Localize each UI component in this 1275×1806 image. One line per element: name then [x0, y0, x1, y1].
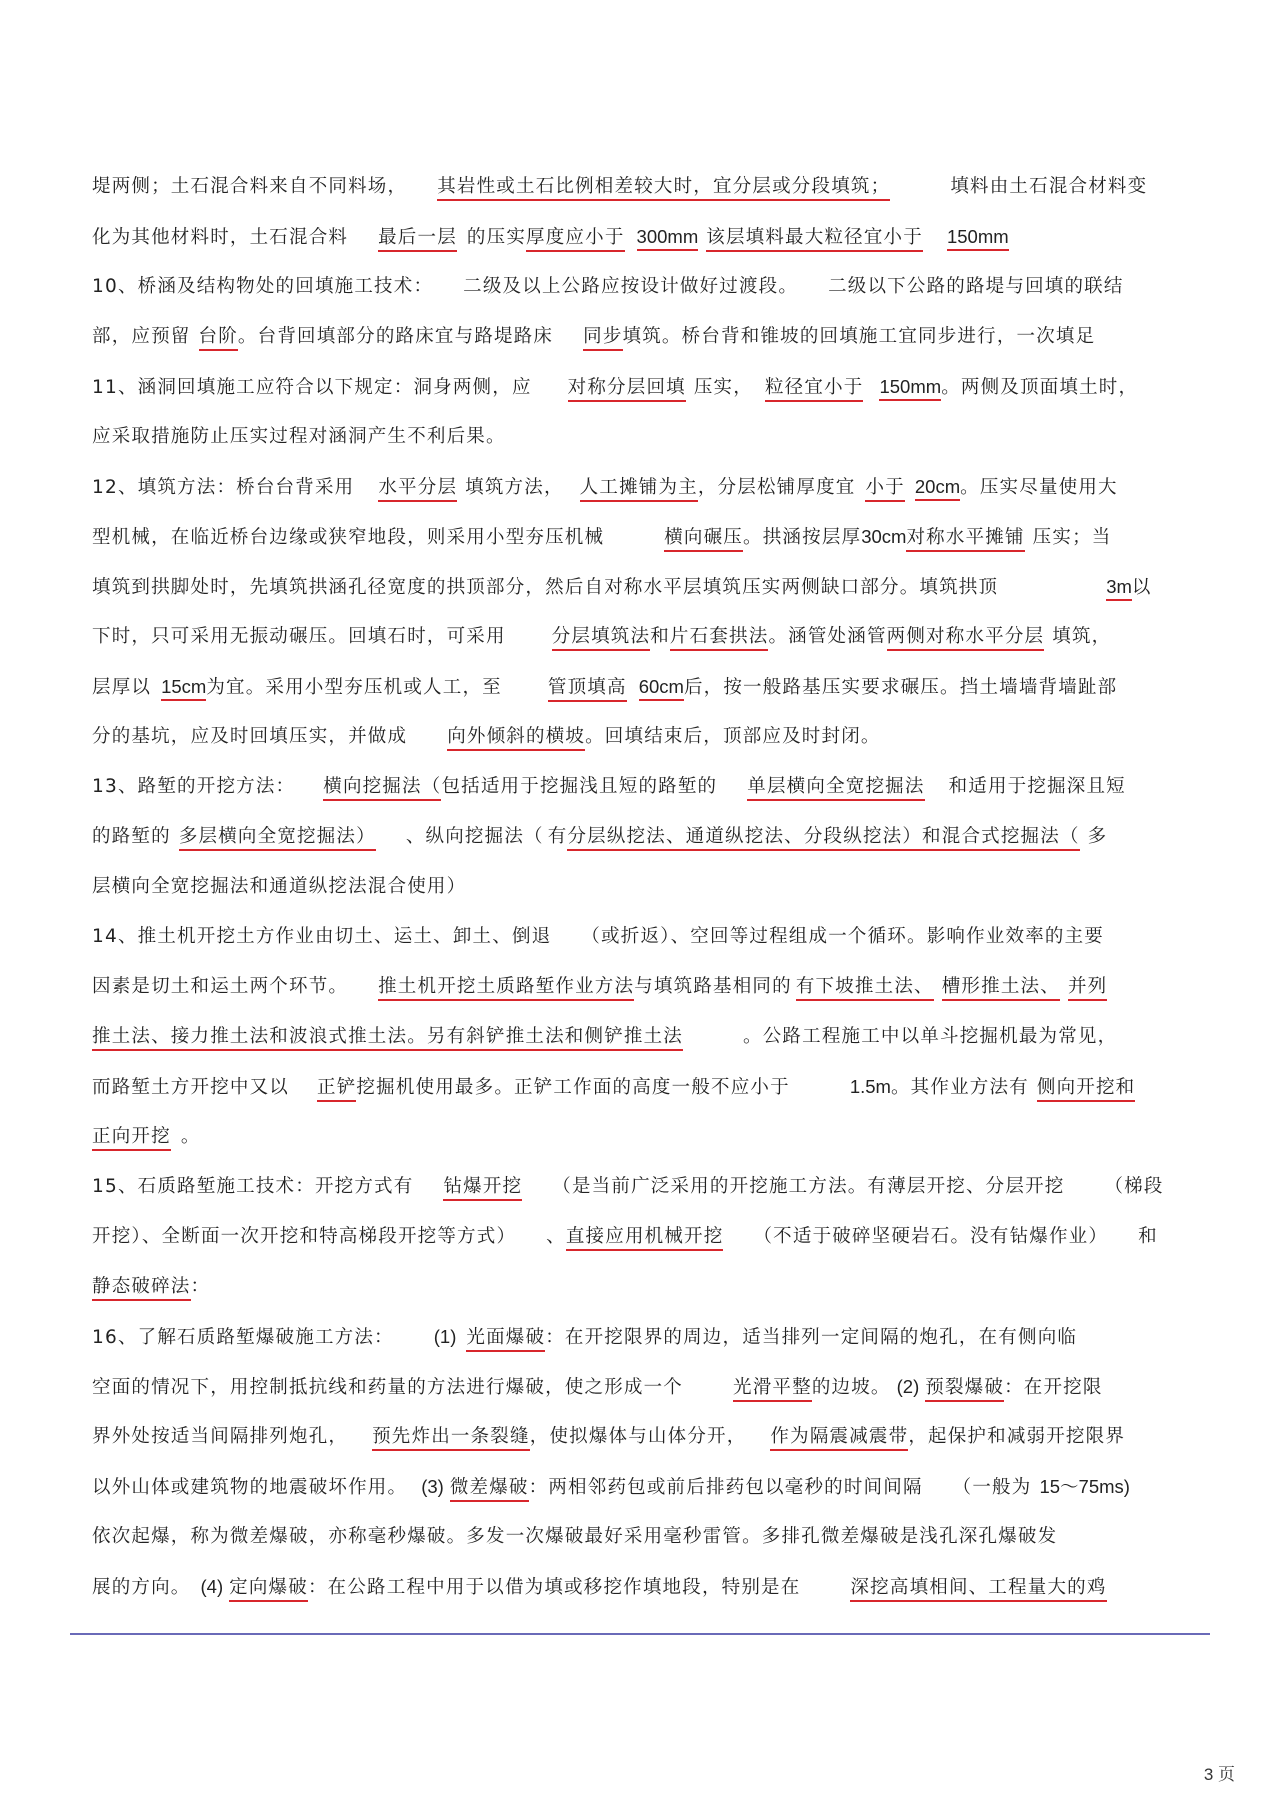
text-run: ，分层松铺厚度宜 [697, 477, 856, 498]
text-run: (3) [421, 1476, 444, 1497]
text-run: ：在开挖限 [1004, 1377, 1103, 1398]
page-number: 3 页 [1203, 1765, 1235, 1784]
text-run: 与填筑路基相同的 [634, 976, 792, 997]
text-run: 30cm [861, 526, 907, 547]
text-run: 开挖）、全断面一次开挖和特高梯段开挖等方式） [92, 1226, 517, 1247]
text-run: 而路堑土方开挖中又以 [92, 1077, 290, 1098]
text-run: 10、桥涵及结构物处的回填施工技术： [92, 276, 434, 297]
text-line [92, 1422, 1215, 1462]
underlined-answer: 直接应用机械开挖 [566, 1226, 724, 1251]
text-line [92, 722, 1215, 762]
underlined-answer: 3m [1106, 576, 1132, 601]
text-line [92, 922, 1215, 962]
underlined-answer: 光面爆破 [466, 1327, 545, 1352]
text-run: 。压实尽量使用大 [960, 477, 1118, 498]
text-run: 。公路工程施工中以单斗挖掘机最为常见， [743, 1026, 1118, 1047]
underlined-answer: 该层填料最大粒径宜小于 [706, 227, 923, 252]
text-run: 挖掘机使用最多。正铲工作面的高度一般不应小于 [356, 1077, 790, 1098]
text-run: 填筑， [1052, 626, 1112, 647]
underlined-answer: 150mm [879, 376, 941, 401]
underlined-answer: 静态破碎法 [92, 1276, 191, 1301]
text-line [92, 1372, 1215, 1412]
text-run: 填筑。桥台背和锥坡的回填施工宜同步进行，一次填足 [622, 326, 1096, 347]
text-run: 空面的情况下，用控制抵抗线和药量的方法进行爆破，使之形成一个 [92, 1377, 684, 1398]
text-line [92, 1222, 1215, 1262]
underlined-answer: 分层纵挖法、通道纵挖法、分段纵挖法）和混合式挖掘法（ [567, 826, 1079, 851]
underlined-answer: 多层横向全宽挖掘法） [179, 826, 376, 851]
text-run: 、 [546, 1226, 566, 1247]
text-line [92, 822, 1215, 862]
text-run: 。其作业方法有 [890, 1077, 1029, 1098]
underlined-answer: 横向碾压 [664, 527, 743, 552]
text-line [92, 1322, 1215, 1362]
page-bottom-rule [70, 1633, 1210, 1635]
underlined-answer: 有下坡推土法、 [796, 976, 934, 1001]
text-run: 堤两侧；土石混合料来自不同料场， [92, 176, 408, 197]
text-run: 包括适用于挖掘浅且短的路堑的 [441, 776, 718, 797]
text-run: 。台背回填部分的路床宜与路堤路床 [237, 326, 554, 347]
text-run: (4) [200, 1576, 224, 1597]
text-line [92, 322, 1215, 362]
text-line [92, 1072, 1215, 1112]
text-run: 有 [547, 826, 568, 847]
underlined-answer: 60cm [639, 676, 684, 701]
text-run: 12、填筑方法：桥台台背采用 [92, 477, 355, 498]
text-run: （或折返）、空回等过程组成一个循环。影响作业效率的主要 [581, 926, 1104, 947]
underlined-answer: 15cm [161, 676, 206, 701]
text-run: 应采取措施防止压实过程对涵洞产生不利后果。 [92, 426, 506, 447]
text-line [92, 272, 1215, 312]
text-run: 型机械，在临近桥台边缘或狭窄地段，则采用小型夯压机械 [92, 527, 605, 548]
underlined-answer: 深挖高填相间、工程量大的鸡 [850, 1577, 1106, 1602]
text-run: 层厚以 [92, 677, 152, 698]
text-run: 。两侧及顶面填土时， [941, 377, 1139, 398]
text-run: 后，按一般路基压实要求碾压。挡土墙墙背墙趾部 [683, 677, 1118, 698]
text-line [92, 872, 1215, 912]
underlined-answer: 预先炸出一条裂缝 [372, 1426, 530, 1451]
text-run: ，起保护和减弱开挖限界 [908, 1426, 1126, 1447]
text-run: 1.5m [849, 1076, 891, 1097]
text-run: 二级以下公路的路堤与回填的联结 [828, 276, 1124, 297]
underlined-answer: 微差爆破 [450, 1477, 529, 1502]
text-run: 多 [1087, 826, 1108, 847]
underlined-answer: 对称水平摊铺 [906, 527, 1024, 552]
underlined-answer: 槽形推土法、 [942, 976, 1060, 1001]
underlined-answer: 正向开挖 [92, 1126, 171, 1151]
text-run: 15、石质路堑施工技术：开挖方式有 [92, 1176, 414, 1197]
text-line [92, 1022, 1215, 1062]
text-run: 和 [650, 626, 670, 647]
text-run: 填筑到拱脚处时，先填筑拱涵孔径宽度的拱顶部分，然后自对称水平层填筑压实两侧缺口部分。填筑拱顶 [92, 577, 999, 598]
underlined-answer: 定向爆破 [229, 1577, 308, 1602]
underlined-answer: 侧向开挖和 [1037, 1077, 1136, 1102]
text-run: ：在开挖限界的周边，适当排列一定间隔的炮孔，在有侧向临 [545, 1327, 1078, 1348]
underlined-answer: 同步 [583, 326, 622, 351]
underlined-answer: 最后一层 [378, 227, 457, 252]
text-line [92, 1522, 1215, 1562]
underlined-answer: 正铲 [317, 1077, 356, 1102]
text-run: 。涵管处涵管 [768, 626, 887, 647]
text-run: 。回填结束后，顶部应及时封闭。 [585, 726, 881, 747]
text-run: ： [190, 1276, 211, 1297]
text-run: 化为其他材料时，土石混合料 [92, 227, 349, 248]
underlined-answer: 150mm [947, 226, 1009, 251]
text-run: （梯段 [1104, 1176, 1164, 1197]
underlined-answer: 钻爆开挖 [443, 1176, 522, 1201]
underlined-answer: 推土机开挖土质路堑作业方法 [378, 976, 634, 1001]
text-line [92, 972, 1215, 1012]
text-run: 。拱涵按层厚 [743, 527, 862, 548]
underlined-answer: 单层横向全宽挖掘法 [747, 776, 924, 801]
text-run: 依次起爆，称为微差爆破，亦称毫秒爆破。多发一次爆破最好采用毫秒雷管。多排孔微差爆破是浅孔深孔爆破发 [92, 1526, 1058, 1547]
text-run: 以 [1131, 577, 1152, 598]
text-line [92, 172, 1215, 212]
text-line [92, 1122, 1215, 1162]
underlined-answer: 向外倾斜的横坡 [447, 726, 585, 751]
text-run: 和适用于挖掘深且短 [948, 776, 1126, 797]
text-line [92, 672, 1215, 712]
underlined-answer: 管顶填高 [548, 677, 627, 702]
text-run: 的路堑的 [92, 826, 171, 847]
text-run: 压实， [693, 377, 753, 398]
underlined-answer: 水平分层 [378, 477, 457, 502]
text-line [92, 422, 1215, 462]
text-run: 。 [180, 1126, 201, 1147]
text-run: ，使拟爆体与山体分开， [529, 1426, 747, 1447]
underlined-answer: 300mm [637, 226, 699, 251]
underlined-answer: 其岩性或土石比例相差较大时，宜分层或分段填筑； [437, 176, 890, 201]
text-line [92, 222, 1215, 262]
underlined-answer: 人工摊铺为主 [580, 477, 698, 502]
text-run: （一般为 [952, 1477, 1032, 1498]
text-run: 为宜。采用小型夯压机或人工，至 [206, 677, 502, 698]
text-run: 二级及以上公路应按设计做好过渡段。 [463, 276, 799, 297]
underlined-answer: 小于 [865, 477, 904, 502]
text-run: 分的基坑，应及时回填压实，并做成 [92, 726, 408, 747]
text-run: 界外处按适当间隔排列炮孔， [92, 1426, 349, 1447]
text-run: （不适于破碎坚硬岩石。没有钻爆作业） [753, 1226, 1109, 1247]
text-run: 11、涵洞回填施工应符合以下规定：洞身两侧，应 [92, 377, 532, 398]
text-line [92, 1572, 1215, 1612]
text-run: 、纵向挖掘法（ [405, 826, 544, 847]
text-run: 压实；当 [1032, 527, 1112, 548]
text-run: ：两相邻药包或前后排药包以毫秒的时间间隔 [528, 1477, 923, 1498]
text-run: 13、路堑的开挖方法： [92, 776, 296, 797]
underlined-answer: 分层填筑法 [552, 626, 651, 651]
underlined-answer: 粒径宜小于 [765, 377, 864, 402]
text-run: （是当前广泛采用的开挖施工方法。有薄层开挖、分层开挖 [552, 1176, 1065, 1197]
text-line [92, 772, 1215, 812]
underlined-answer: 推土法、接力推土法和波浪式推土法。另有斜铲推土法和侧铲推土法 [92, 1026, 683, 1051]
text-line [92, 1472, 1215, 1512]
text-line [92, 472, 1215, 512]
text-run: 15～75ms) [1039, 1476, 1130, 1497]
underlined-answer: 横向挖掘法（ [323, 776, 441, 801]
text-line [92, 1172, 1215, 1212]
text-line [92, 522, 1215, 562]
text-run: 16、了解石质路堑爆破施工方法： [92, 1327, 394, 1348]
underlined-answer: 20cm [915, 476, 960, 501]
underlined-answer: 对称分层回填 [568, 377, 686, 402]
underlined-answer: 片石套拱法 [670, 626, 769, 651]
text-line [92, 372, 1215, 412]
text-run: 因素是切土和运土两个环节。 [92, 976, 349, 997]
text-run: 层横向全宽挖掘法和通道纵挖法混合使用） [92, 876, 467, 897]
text-run: ：在公路工程中用于以借为填或移挖作填地段，特别是在 [307, 1577, 801, 1598]
text-run: 填筑方法， [465, 477, 564, 498]
underlined-answer: 台阶 [199, 326, 238, 351]
text-run: (1) [433, 1326, 457, 1347]
text-line [92, 622, 1215, 662]
text-run: 下时，只可采用无振动碾压。回填石时，可采用 [92, 626, 506, 647]
text-run: 的压实 [466, 227, 527, 248]
text-line [92, 1272, 1215, 1312]
text-run: 的边坡。 [811, 1377, 891, 1398]
text-run: 部，应预留 [92, 326, 191, 347]
text-run: 和 [1138, 1226, 1158, 1247]
text-line [92, 572, 1215, 612]
underlined-answer: 厚度应小于 [526, 227, 625, 252]
underlined-answer: 并列 [1068, 976, 1107, 1001]
underlined-answer: 预裂爆破 [925, 1377, 1004, 1402]
text-run: 以外山体或建筑物的地震破坏作用。 [92, 1477, 408, 1498]
text-run: (2) [896, 1376, 920, 1397]
text-run: 填料由土石混合材料变 [950, 176, 1148, 197]
underlined-answer: 光滑平整 [733, 1377, 812, 1402]
underlined-answer: 两侧对称水平分层 [887, 626, 1045, 651]
text-run: 展的方向。 [92, 1577, 191, 1598]
underlined-answer: 作为隔震减震带 [770, 1426, 908, 1451]
text-run: 14、推土机开挖土方作业由切土、运土、卸土、倒退 [92, 926, 552, 947]
